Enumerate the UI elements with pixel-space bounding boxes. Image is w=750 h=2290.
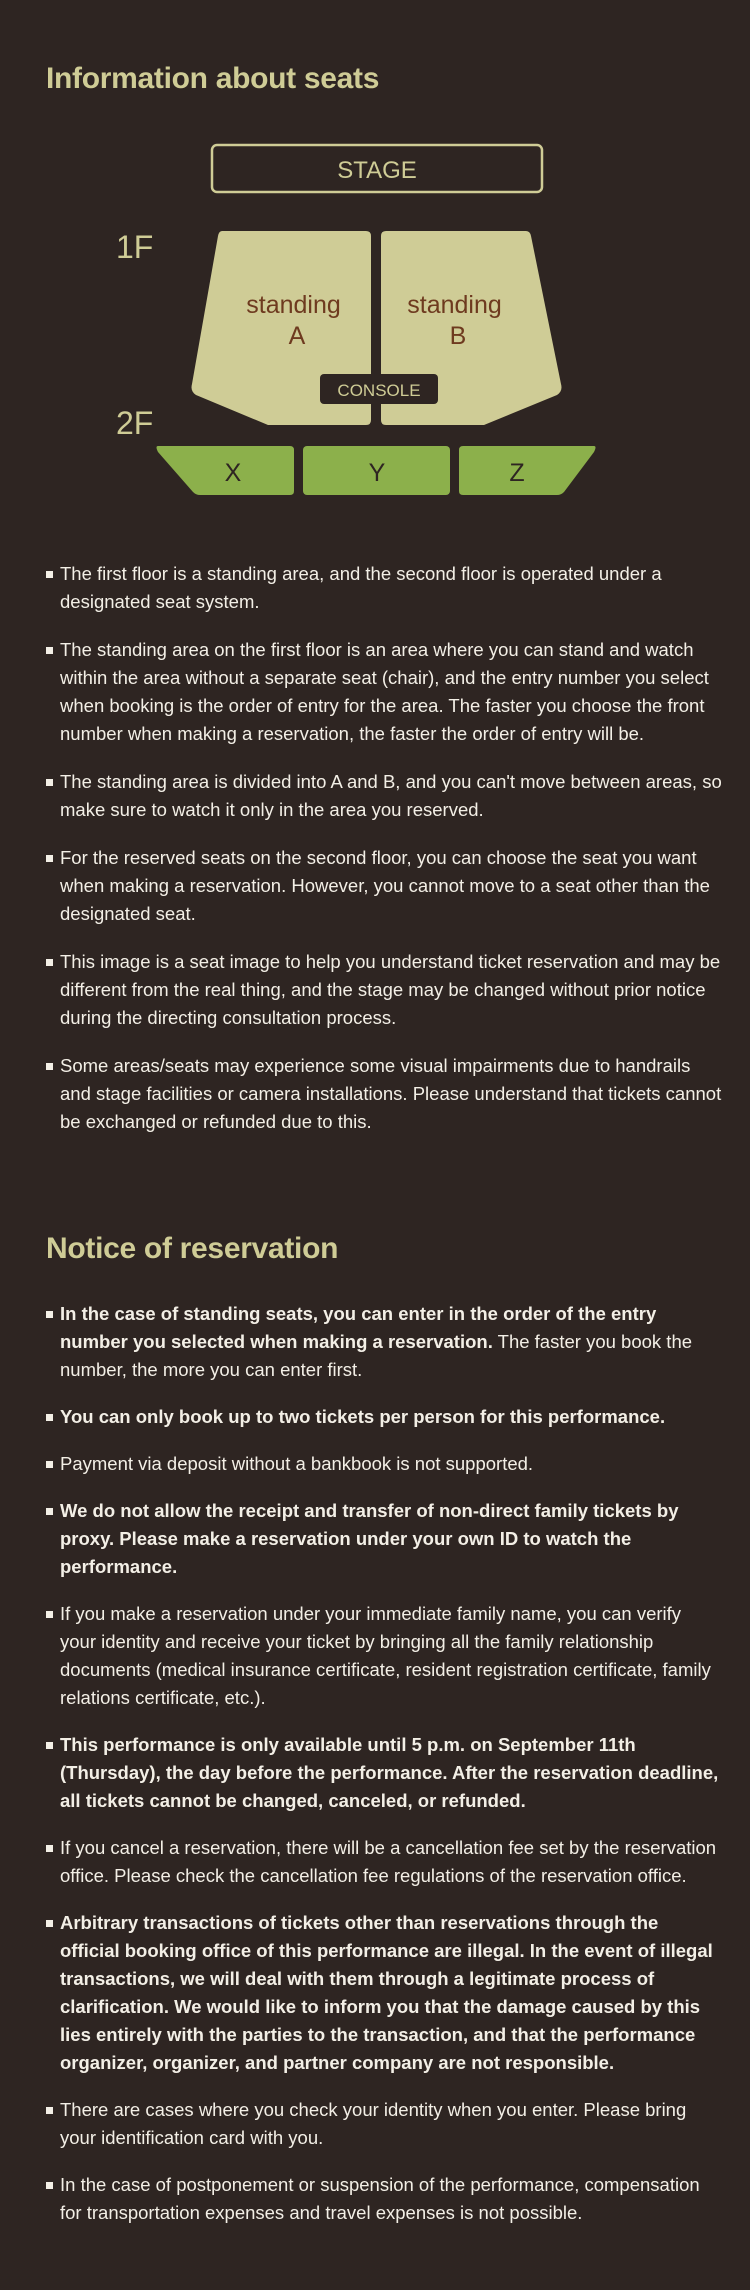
seat-y-label: Y: [368, 459, 386, 487]
regular-text: The faster you book the number, the more you can enter first.: [60, 1331, 693, 1380]
section-title-reservation-notice: Notice of reservation: [46, 1232, 339, 1265]
list-item: [46, 1600, 722, 1712]
seat-x-label: X: [224, 459, 242, 487]
list-item: For the reserved seats on the second floor, you can choose the seat you want when making a reservation. However, you cannot move to a seat other than the designated seat.: [46, 844, 722, 928]
list-item: [46, 1909, 722, 2077]
seat-block-z: [459, 446, 596, 495]
regular-text: If you make a reservation under your immediate family name, you can verify your identity and receive your ticket by bringing all the family relationship documents (medical insurance certificate, resident registration certificate, family relations certificate, etc.).: [60, 1603, 711, 1708]
list-item: [46, 1731, 722, 1815]
list-item: [46, 1403, 722, 1431]
section-title-seat-info: Information about seats: [46, 62, 380, 95]
reservation-notice-list: [46, 1300, 722, 2246]
standing-a-line1: standing: [246, 291, 341, 319]
regular-text: In the case of postponement or suspension of the performance, compensation for transportation expenses and travel expenses is not possible.: [60, 2174, 700, 2223]
regular-text: Payment via deposit without a bankbook is not supported.: [60, 1453, 534, 1474]
standing-b-line2: B: [449, 322, 467, 350]
list-item: [46, 1497, 722, 1581]
console-label: CONSOLE: [337, 381, 421, 400]
standing-a-line2: A: [288, 322, 306, 350]
seat-info-list: [46, 560, 722, 1156]
regular-text: There are cases where you check your identity when you enter. Please bring your identification card with you.: [60, 2099, 687, 2148]
list-item: This image is a seat image to help you understand ticket reservation and may be different from the real thing, and the stage may be changed without prior notice during the directing consultation process.: [46, 948, 722, 1032]
bold-text: You can only book up to two tickets per person for this performance.: [60, 1406, 666, 1427]
seat-map: [0, 0, 750, 520]
seat-z-label: Z: [509, 459, 525, 487]
bold-text: We do not allow the receipt and transfer of non-direct family tickets by proxy. Please make a reservation under your own ID to watch the performance.: [60, 1500, 679, 1577]
list-item: Some areas/seats may experience some visual impairments due to handrails and stage facilities or camera installations. Please understand that tickets cannot be exchanged or refunded due to this.: [46, 1052, 722, 1136]
stage-label: STAGE: [337, 157, 417, 184]
regular-text: If you cancel a reservation, there will be a cancellation fee set by the reservation office. Please check the cancellation fee regulations of the reservation office.: [60, 1837, 717, 1886]
bold-text: This performance is only available until 5 p.m. on September 11th (Thursday), the day before the performance. After the reservation deadline, all tickets cannot be changed, canceled, or refunded.: [60, 1734, 719, 1811]
floor-2f-label: 2F: [116, 405, 154, 441]
bold-text: Arbitrary transactions of tickets other than reservations through the official booking office of this performance are illegal. In the event of illegal transactions, we will deal with them through a legitimate process of clarification. We would like to inform you that the damage caused by this lies entirely with the parties to the transaction, and that the performance organizer, organizer, and partner company are not responsible.: [60, 1912, 713, 2073]
list-item: [46, 1450, 722, 1478]
list-item: [46, 2171, 722, 2227]
list-item: The standing area on the first floor is an area where you can stand and watch within the area without a separate seat (chair), and the entry number you select when booking is the order of entry for the area. The faster you choose the front number when making a reservation, the faster the order of entry will be.: [46, 636, 722, 748]
list-item: [46, 2096, 722, 2152]
list-item: [46, 1834, 722, 1890]
bold-text: In the case of standing seats, you can enter in the order of the entry number you selected when making a reservation.: [60, 1303, 657, 1352]
standing-b-line1: standing: [407, 291, 502, 319]
floor-1f-label: 1F: [116, 229, 154, 265]
list-item: The standing area is divided into A and B, and you can't move between areas, so make sure to watch it only in the area you reserved.: [46, 768, 722, 824]
list-item: The first floor is a standing area, and the second floor is operated under a designated seat system.: [46, 560, 722, 616]
list-item: [46, 1300, 722, 1384]
